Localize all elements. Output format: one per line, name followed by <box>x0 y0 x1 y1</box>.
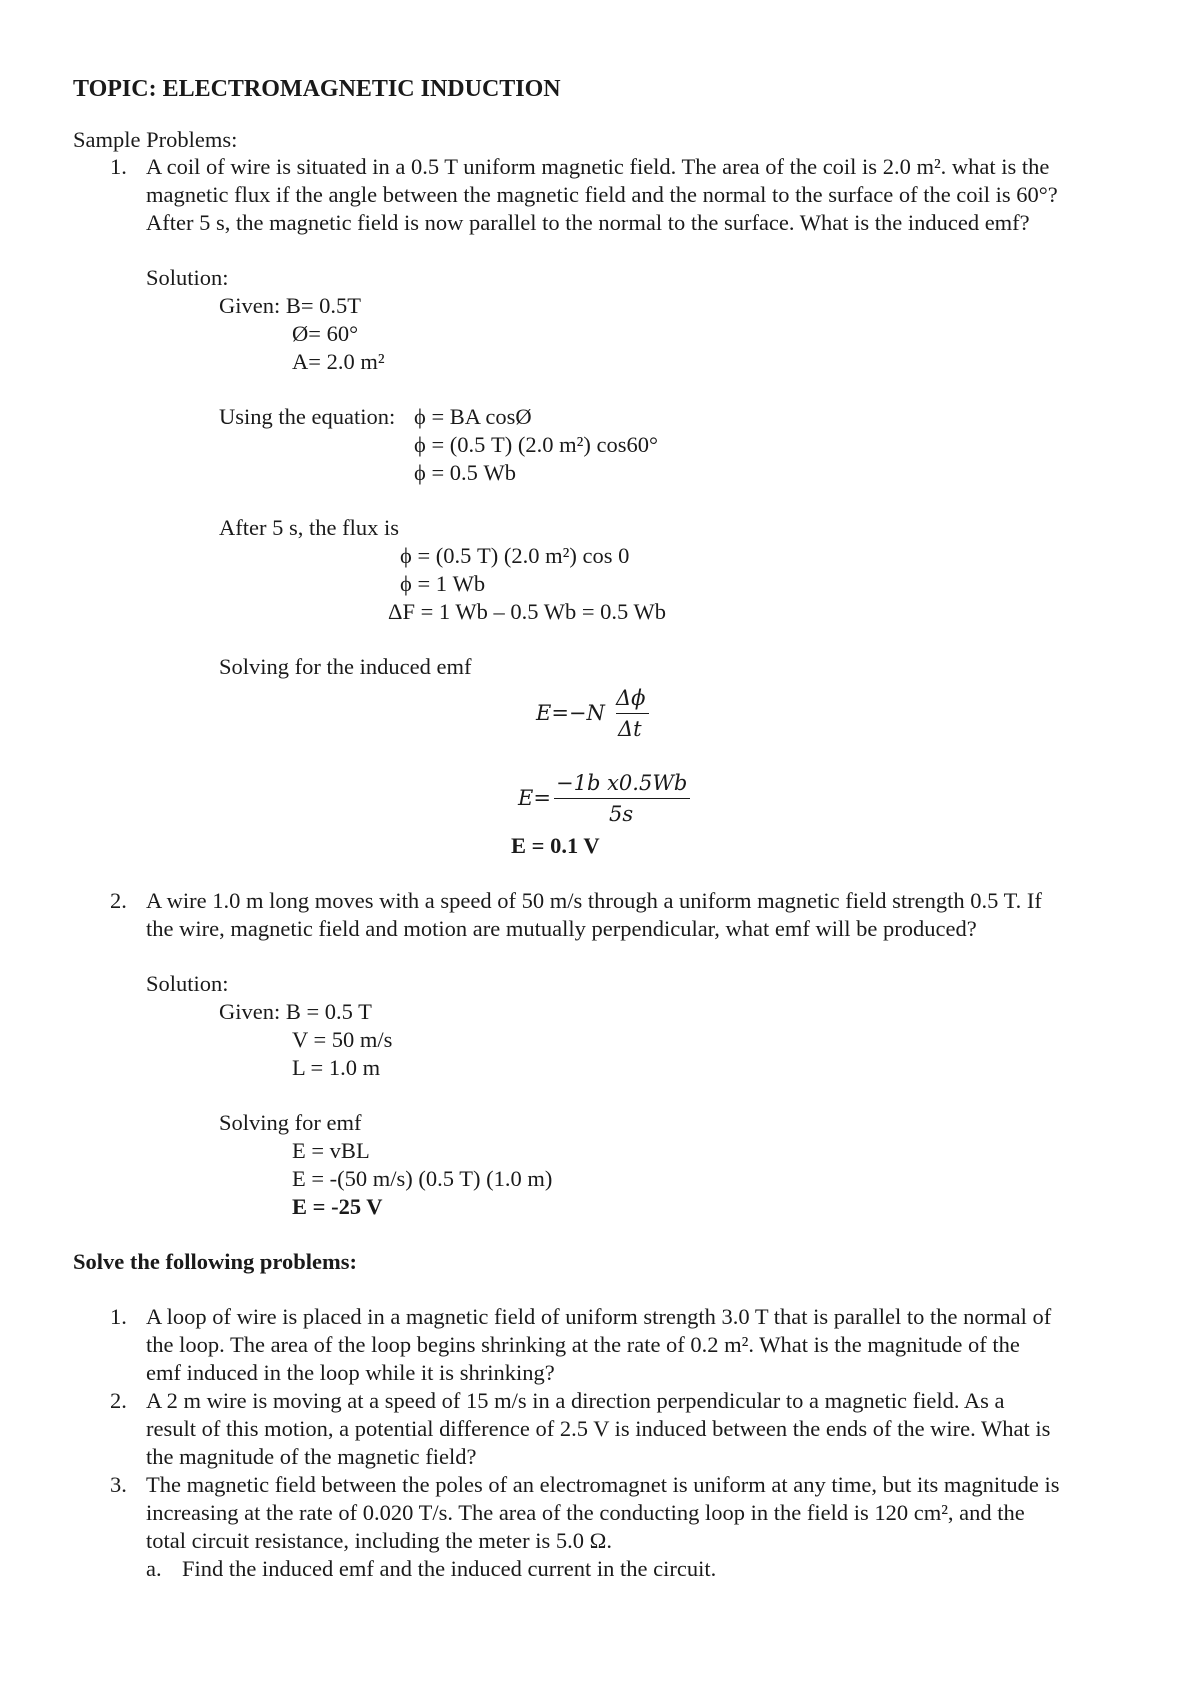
list-number: 2. <box>110 1388 127 1413</box>
problem-text-line: magnetic flux if the angle between the magnetic field and the normal to the surface of the coil is 60°? <box>146 182 1058 207</box>
list-number: 3. <box>110 1472 127 1497</box>
problem-text-line: result of this motion, a potential difference of 2.5 V is induced between the ends of the wire. What is <box>146 1416 1051 1441</box>
problem-text-line: the wire, magnetic field and motion are mutually perpendicular, what emf will be produced? <box>146 916 977 941</box>
problem-text-line: A wire 1.0 m long moves with a speed of 50 m/s through a uniform magnetic field strength 0.5 T. If <box>146 888 1042 913</box>
sub-item-text: Find the induced emf and the induced current in the circuit. <box>182 1556 717 1581</box>
formula-denominator: 5s <box>609 802 634 826</box>
list-number: 1. <box>110 1304 127 1329</box>
equation-line: ϕ = 0.5 Wb <box>414 460 517 485</box>
given-line: Given: B = 0.5 T <box>219 999 372 1024</box>
solution-label: Solution: <box>146 971 229 996</box>
problem-text-line: total circuit resistance, including the meter is 5.0 Ω. <box>146 1528 612 1553</box>
given-line: A= 2.0 m² <box>292 349 385 374</box>
result: E = -25 V <box>292 1194 383 1219</box>
problem-text-line: the magnitude of the magnetic field? <box>146 1444 477 1469</box>
emf-substitution <box>518 769 698 829</box>
formula-lhs: E= <box>518 786 551 810</box>
equation-line: ϕ = 1 Wb <box>400 571 486 596</box>
emf-label: Solving for emf <box>219 1110 362 1135</box>
sub-item-label: a. <box>146 1556 162 1581</box>
given-line: V = 50 m/s <box>292 1027 393 1052</box>
solution-label: Solution: <box>146 265 229 290</box>
list-number: 2. <box>110 888 127 913</box>
problem-text-line: After 5 s, the magnetic field is now parallel to the normal to the surface. What is the induced emf? <box>146 210 1030 235</box>
result: E = 0.1 V <box>511 833 600 858</box>
list-number: 1. <box>110 154 127 179</box>
equation-label: Using the equation: <box>219 404 396 429</box>
formula-denominator: Δt <box>618 717 642 741</box>
formula-numerator: −1b x0.5Wb <box>556 771 688 795</box>
given-line: Ø= 60° <box>292 321 359 346</box>
equation-line: ϕ = (0.5 T) (2.0 m²) cos60° <box>414 432 658 457</box>
equation-line: E = vBL <box>292 1138 370 1163</box>
equation-line: ϕ = BA cosØ <box>414 404 532 429</box>
emf-label: Solving for the induced emf <box>219 654 472 679</box>
problem-text-line: emf induced in the loop while it is shrinking? <box>146 1360 555 1385</box>
given-line: L = 1.0 m <box>292 1055 381 1080</box>
fraction-bar <box>554 798 690 799</box>
page-title: TOPIC: ELECTROMAGNETIC INDUCTION <box>73 76 561 102</box>
formula-numerator: Δϕ <box>616 686 646 710</box>
equation-line: E = -(50 m/s) (0.5 T) (1.0 m) <box>292 1166 553 1191</box>
fraction-bar <box>616 713 649 714</box>
sample-problems-heading: Sample Problems: <box>73 127 238 152</box>
problem-text-line: increasing at the rate of 0.020 T/s. The area of the conducting loop in the field is 120 cm², and the <box>146 1500 1025 1525</box>
problem-text-line: the loop. The area of the loop begins shrinking at the rate of 0.2 m². What is the magnitude of the <box>146 1332 1020 1357</box>
equation-line: ϕ = (0.5 T) (2.0 m²) cos 0 <box>400 543 630 568</box>
problem-text-line: A 2 m wire is moving at a speed of 15 m/s in a direction perpendicular to a magnetic field. As a <box>146 1388 1005 1413</box>
problem-text-line: The magnetic field between the poles of an electromagnet is uniform at any time, but its magnitude is <box>146 1472 1060 1497</box>
equation-line: ΔF = 1 Wb – 0.5 Wb = 0.5 Wb <box>388 599 666 624</box>
emf-formula <box>536 684 656 744</box>
formula-lhs: E=−N <box>536 701 605 725</box>
problem-text-line: A coil of wire is situated in a 0.5 T uniform magnetic field. The area of the coil is 2.0 m². what is the <box>146 154 1050 179</box>
given-line: Given: B= 0.5T <box>219 293 362 318</box>
after-flux-label: After 5 s, the flux is <box>219 515 399 540</box>
solve-heading: Solve the following problems: <box>73 1249 357 1274</box>
problem-text-line: A loop of wire is placed in a magnetic field of uniform strength 3.0 T that is parallel to the normal of <box>146 1304 1052 1329</box>
